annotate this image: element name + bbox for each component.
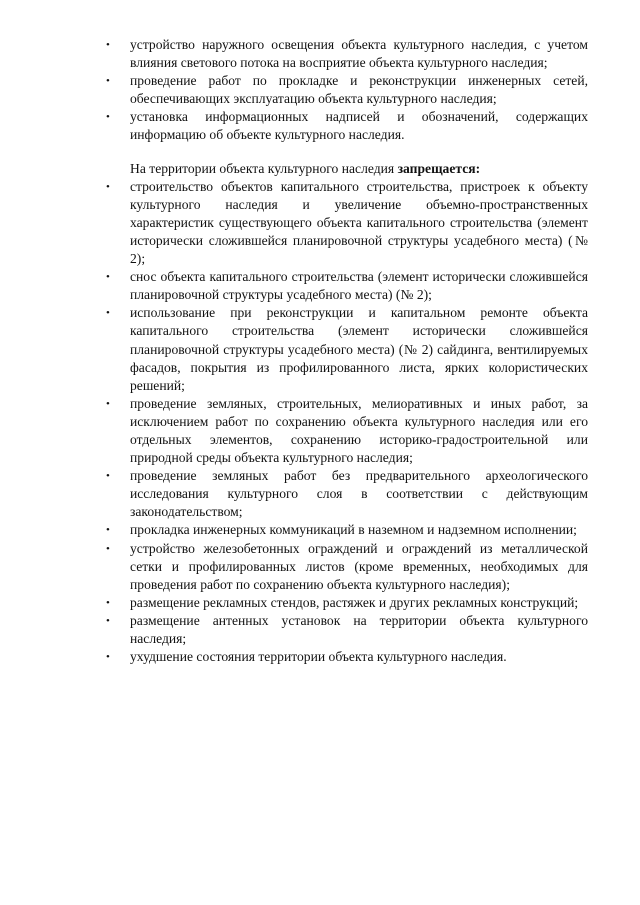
list-item-text: устройство железобетонных ограждений и ограждений из металлической сетки и профилированных листов (кроме временных, необходимых для проведения работ по сохранению объекта культурного наследия); [130, 540, 588, 592]
list-item [104, 467, 588, 521]
list-item [104, 178, 588, 268]
list-item [104, 540, 588, 594]
page-content [104, 36, 588, 666]
bullet-icon: • [106, 271, 110, 284]
list-item-text: проведение земляных работ без предварительного археологического исследования культурного слоя в соответствии с действующим законодательством; [130, 468, 588, 520]
list-item [104, 36, 588, 72]
list-item-text: прокладка инженерных коммуникаций в наземном и надземном исполнении; [130, 522, 577, 538]
list-item-text: размещение антенных установок на территории объекта культурного наследия; [130, 612, 588, 646]
prohibition-intro [130, 160, 588, 178]
list-item-text: размещение рекламных стендов, растяжек и других рекламных конструкций; [130, 594, 579, 610]
list-item-text: снос объекта капитального строительства (элемент исторически сложившейся планировочной структуры усадебного места) (№ 2); [130, 269, 588, 303]
list-item-text: строительство объектов капитального строительства, пристроек к объекту культурного наследия и увеличение объемно-пространственных характеристик существующего объекта капитального строительства (элемент исторически сложившейся планировочной структуры усадебного места) (№ 2); [130, 178, 588, 267]
bullet-icon: • [106, 397, 110, 410]
list-item [104, 268, 588, 304]
bullet-icon: • [106, 524, 110, 537]
bullet-icon: • [106, 39, 110, 51]
list-item-text: устройство наружного освещения объекта культурного наследия, с учетом влияния светового потока на восприятие объекта культурного наследия; [130, 37, 588, 71]
list-item-text: установка информационных надписей и обозначений, содержащих информацию об объекте культурного наследия. [130, 109, 588, 143]
bullet-icon: • [106, 307, 110, 320]
list-item [104, 521, 588, 539]
bullet-icon: • [106, 651, 110, 664]
prohibition-emphasis: запрещается: [397, 160, 481, 176]
prohibition-intro-text: На территории объекта культурного наследия [130, 160, 398, 176]
bullet-icon: • [106, 542, 110, 555]
list-item [104, 108, 588, 144]
permitted-works-list [104, 36, 588, 145]
list-item [104, 304, 588, 394]
list-item-text: ухудшение состояния территории объекта культурного наследия. [130, 649, 507, 665]
list-item [104, 594, 588, 612]
list-item-text: проведение земляных, строительных, мелиоративных и иных работ, за исключением работ по сохранению объекта культурного наследия или его отдельных элементов, сохранению историко-градостроительной или природной среды объекта культурного наследия; [130, 395, 588, 466]
list-item-text: проведение работ по прокладке и реконструкции инженерных сетей, обеспечивающих эксплуатацию объекта культурного наследия; [130, 73, 588, 107]
bullet-icon: • [106, 111, 110, 124]
list-item [104, 395, 588, 467]
bullet-icon: • [106, 180, 110, 193]
list-item [104, 648, 588, 666]
bullet-icon: • [106, 470, 110, 483]
list-item-text: использование при реконструкции и капитальном ремонте объекта капитального строительства (элемент исторически сложившейся планировочной структуры усадебного места) (№ 2) сайдинга, вентилируемых фасадов, покрытия из профилированного листа, ярких колористических решений; [130, 305, 588, 393]
bullet-icon: • [106, 75, 110, 88]
list-item [104, 72, 588, 108]
bullet-icon: • [106, 614, 110, 627]
prohibited-works-list [104, 178, 588, 667]
bullet-icon: • [106, 596, 110, 609]
list-item [104, 612, 588, 648]
